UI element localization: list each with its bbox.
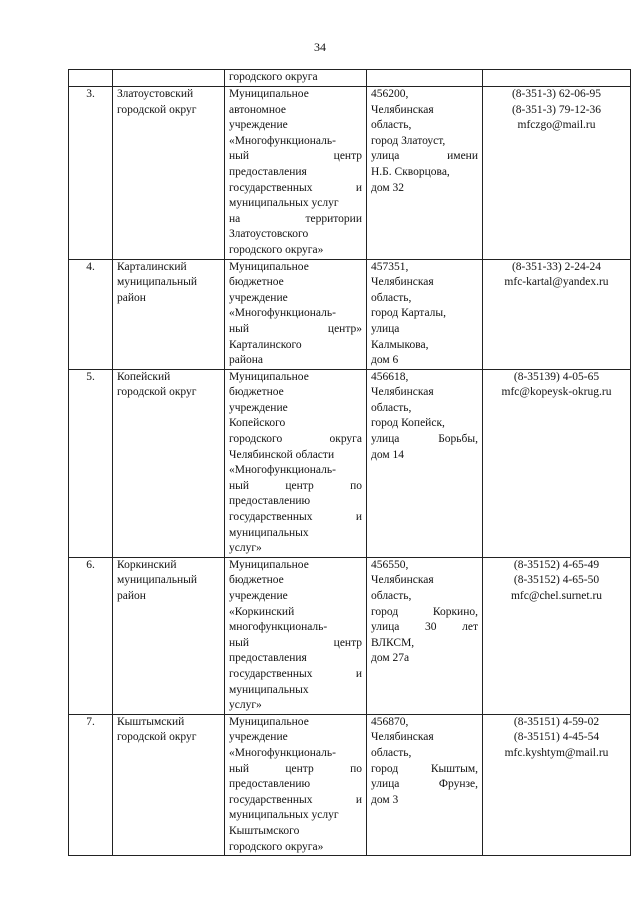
cell-text-line: муниципальных услуг	[229, 809, 339, 822]
cell-text-line: город Златоуст,	[371, 134, 446, 147]
cell-contacts	[483, 87, 631, 260]
cell-text-line: муниципальных	[229, 526, 309, 539]
cell-number	[69, 369, 113, 557]
cell-text-line: mfczgo@mail.ru	[517, 119, 596, 132]
cell-text-line: услуг»	[229, 699, 262, 712]
cell-text-line: область,	[371, 590, 412, 602]
cell-text-line: Муниципальное	[229, 260, 309, 273]
cell-text-line: учреждение	[229, 291, 288, 304]
cell-number	[69, 714, 113, 855]
cell-text-line: «Многофункциональ-	[229, 464, 336, 477]
cell-text-line: (8-35152) 4-65-49	[513, 558, 600, 571]
cell-institution-name	[225, 369, 367, 557]
cell-text-line: учреждение	[229, 119, 288, 132]
cell-text-line: городской округ	[117, 731, 197, 744]
cell-text-line: предоставления	[229, 652, 307, 665]
cell-text-line: услуг»	[229, 542, 262, 555]
table-row-continuation	[69, 70, 631, 87]
cell-text-line: учреждение	[229, 590, 288, 602]
cell-text-line: Копейский	[117, 370, 171, 383]
cell-text-line: mfc.kyshtym@mail.ru	[504, 746, 609, 759]
row-number: 6.	[86, 558, 95, 571]
cell-text-line: Карталинский	[117, 260, 187, 273]
cell-area	[113, 557, 225, 714]
cell-text-line: 456870,	[371, 715, 409, 728]
cell-text-line: Муниципальное	[229, 715, 309, 728]
cell-text-line: дом 27а	[371, 652, 410, 665]
cell-text-line: района	[229, 354, 264, 367]
cell-text-line: дом 6	[371, 354, 399, 367]
cell-address	[367, 369, 483, 557]
cell-text-line: ный центр	[229, 150, 362, 163]
cell-area	[113, 714, 225, 855]
cell-text-line: Челябинская	[371, 276, 434, 289]
cell-institution-name	[225, 557, 367, 714]
cell-text-line: 456618,	[371, 370, 409, 383]
cell-text-line: Челябинская	[371, 386, 434, 399]
cell-text-line: ВЛКСМ,	[371, 636, 415, 649]
cell-address	[367, 87, 483, 260]
cell-text-line: mfc-kartal@yandex.ru	[504, 276, 609, 289]
cell-institution-name	[225, 714, 367, 855]
cell-text-line: «Коркинский	[229, 605, 295, 618]
cell-text-line: Муниципальное	[229, 88, 309, 100]
cell-text-line: государственных и	[229, 793, 362, 806]
cell-text-line: предоставлению	[229, 778, 311, 791]
cell-text-line: муниципальный	[117, 574, 198, 587]
cell-text-line: муниципальных услуг	[229, 197, 339, 210]
cell-text-line: улица Борьбы,	[371, 433, 478, 446]
cell-text-line: государственных и	[229, 181, 362, 194]
cell-text-line: дом 3	[371, 793, 399, 806]
cell-text-line: «Многофункциональ-	[229, 134, 336, 147]
cell-text-line: дом 32	[371, 181, 405, 194]
cell-text-line: 456550,	[371, 558, 409, 571]
cell-text-line: (8-35151) 4-59-02	[513, 715, 600, 728]
cell-text-line: (8-35152) 4-65-50	[513, 574, 600, 587]
cell-text-line: 456200,	[371, 88, 409, 100]
cell-text-line: область,	[371, 291, 412, 304]
cell-text-line: Челябинская	[371, 574, 434, 587]
cell-text-line: улица Фрунзе,	[371, 778, 478, 791]
cell-text-line: район	[117, 291, 146, 304]
cell-text-line: бюджетное	[229, 276, 284, 289]
cell-text-line: Калмыкова,	[371, 338, 429, 351]
cell-text-line: «Многофункциональ-	[229, 746, 336, 759]
cell-text-line: город Карталы,	[371, 307, 447, 320]
cell-address	[367, 70, 483, 87]
cell-text-line: область,	[371, 119, 412, 132]
row-number: 4.	[86, 260, 95, 273]
cell-text-line: государственных и	[229, 667, 362, 680]
cell-text-line: (8-351-3) 79-12-36	[511, 103, 602, 116]
row-number: 7.	[86, 715, 95, 728]
cell-text-line: город Коркино,	[371, 605, 478, 618]
cell-text-line: Златоустовского	[229, 228, 309, 241]
cell-text-line: Кыштымского	[229, 824, 300, 837]
cell-institution-name	[225, 70, 367, 87]
cell-address	[367, 557, 483, 714]
cell-text-line: область,	[371, 401, 412, 414]
cell-text-line: область,	[371, 746, 412, 759]
cell-address	[367, 259, 483, 369]
table-row	[69, 87, 631, 260]
cell-text-line: «Многофункциональ-	[229, 307, 336, 320]
cell-contacts	[483, 259, 631, 369]
cell-number	[69, 87, 113, 260]
cell-number	[69, 259, 113, 369]
cell-institution-name	[225, 259, 367, 369]
row-number: 3.	[86, 88, 95, 100]
table-row	[69, 714, 631, 855]
cell-text-line: город Кыштым,	[371, 762, 478, 775]
cell-text-line: Челябинской области	[229, 448, 335, 461]
cell-area	[113, 87, 225, 260]
cell-address	[367, 714, 483, 855]
cell-text-line: Кыштымский	[117, 715, 185, 728]
cell-text-line: улица	[371, 322, 400, 335]
cell-text-line: Карталинского	[229, 338, 302, 351]
cell-text-line: Коркинский	[117, 558, 177, 571]
cell-text-line: бюджетное	[229, 386, 284, 399]
cell-text-line: город Копейск,	[371, 417, 445, 430]
page-number: 34	[314, 40, 326, 54]
cell-number	[69, 557, 113, 714]
cell-area	[113, 259, 225, 369]
cell-text-line: муниципальный	[117, 276, 198, 289]
cell-text-line: (8-35139) 4-05-65	[513, 370, 600, 383]
cell-text-line: (8-351-33) 2-24-24	[511, 260, 602, 273]
cell-text-line: Копейского	[229, 417, 286, 430]
cell-number	[69, 70, 113, 87]
cell-text-line: (8-351-3) 62-06-95	[511, 88, 602, 100]
cell-text-line: на территории	[229, 212, 362, 225]
cell-text-line: дом 14	[371, 448, 405, 461]
cell-text-line: государственных и	[229, 511, 362, 524]
table-row	[69, 557, 631, 714]
cell-text-line: улица 30 лет	[371, 621, 478, 634]
cell-text-line: городского округа»	[229, 243, 324, 256]
cell-text-line: 457351,	[371, 260, 409, 273]
table-row	[69, 259, 631, 369]
mfc-registry-table	[68, 69, 631, 856]
cell-text-line: mfc@chel.surnet.ru	[510, 590, 603, 602]
cell-text-line: ный центр	[229, 636, 362, 649]
cell-text-line: городской округ	[117, 103, 197, 116]
cell-text-line: mfc@kopeysk-okrug.ru	[501, 386, 612, 399]
cell-text-line: учреждение	[229, 401, 288, 414]
cell-text-line: городского округа	[229, 433, 362, 446]
cell-text-line: городской округ	[117, 386, 197, 399]
cell-contacts	[483, 714, 631, 855]
table-body	[69, 70, 631, 856]
cell-area	[113, 369, 225, 557]
cell-text-line: бюджетное	[229, 574, 284, 587]
cell-contacts	[483, 70, 631, 87]
cell-text-line: (8-35151) 4-45-54	[513, 731, 600, 744]
cell-text-line: улица имени	[371, 150, 478, 163]
cell-text-line: городского округа»	[229, 840, 324, 853]
cell-text-line: ный центр по	[229, 479, 362, 492]
cell-text-line: многофункциональ-	[229, 621, 328, 634]
cell-area	[113, 70, 225, 87]
row-number: 5.	[86, 370, 95, 383]
cell-text-line: Челябинская	[371, 103, 434, 116]
cell-text-line: Муниципальное	[229, 558, 309, 571]
cell-text-line: Н.Б. Скворцова,	[371, 165, 450, 178]
cell-institution-name	[225, 87, 367, 260]
cell-text-line: автономное	[229, 103, 286, 116]
cell-contacts	[483, 557, 631, 714]
cell-text-line: учреждение	[229, 731, 288, 744]
cell-text-line: Муниципальное	[229, 370, 309, 383]
cell-text-line: предоставлению	[229, 495, 311, 508]
table-row	[69, 369, 631, 557]
cell-text-line: Челябинская	[371, 731, 434, 744]
cell-text-line: район	[117, 590, 146, 602]
cell-text-line: ный центр»	[229, 322, 362, 335]
cell-text-line: ный центр по	[229, 762, 362, 775]
cell-text-line: предоставления	[229, 165, 307, 178]
cell-contacts	[483, 369, 631, 557]
cell-text-line: муниципальных	[229, 683, 309, 696]
cell-text-line: Златоустовский	[117, 88, 194, 100]
cell-text-line: городского округа	[229, 71, 318, 83]
